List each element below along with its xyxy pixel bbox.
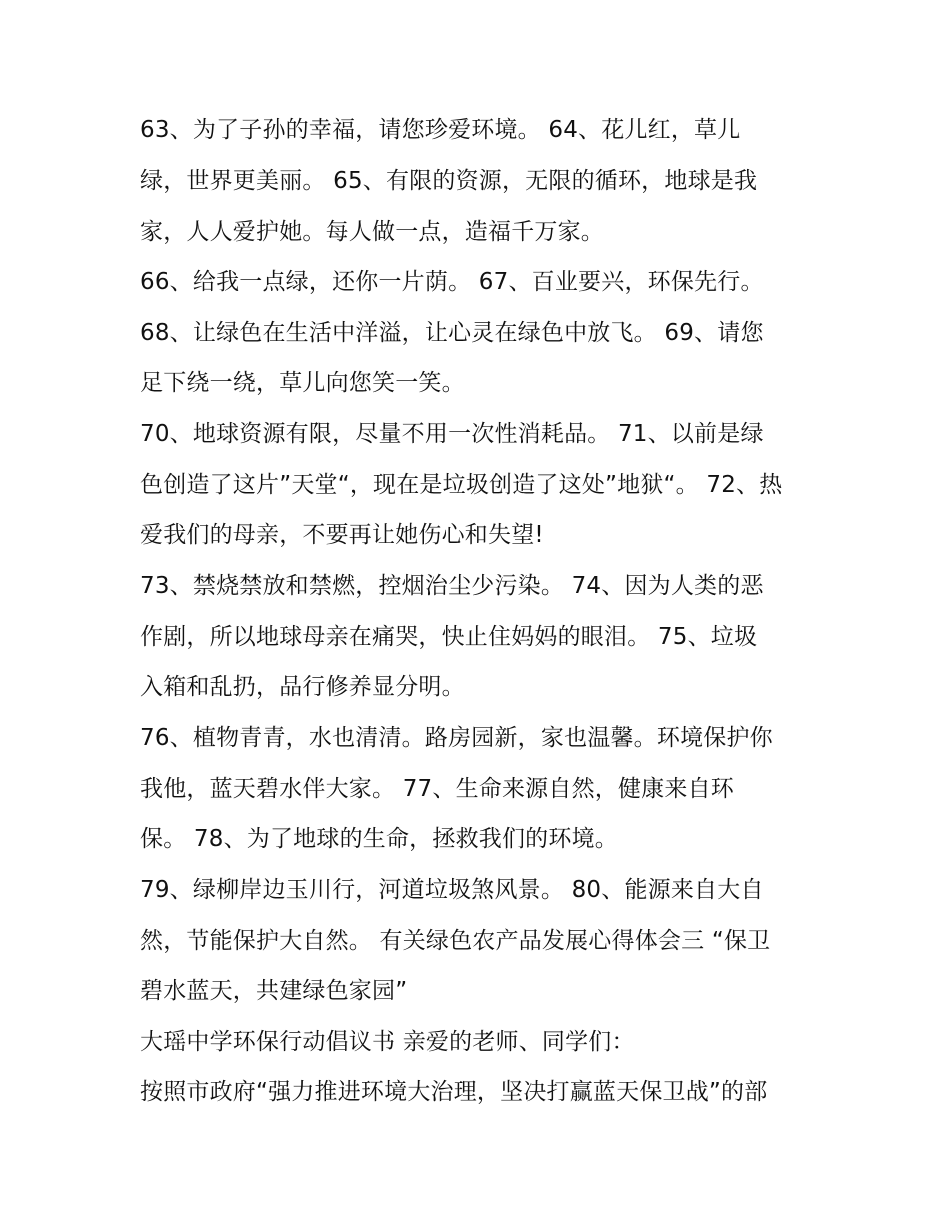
text-line: 爱我们的母亲，不要再让她伤心和失望! [140,522,544,548]
text-line: 保。 78、为了地球的生命，拯救我们的环境。 [140,826,618,852]
text-line: 我他，蓝天碧水伴大家。 77、生命来源自然，健康来自环 [140,776,734,802]
text-line: 大瑶中学环保行动倡议书 亲爱的老师、同学们： [140,1029,635,1055]
text-line: 76、植物青青，水也清清。路房园新，家也温馨。环境保护你 [140,725,773,751]
text-line: 碧水蓝天，共建绿色家园” [140,978,408,1004]
text-line: 色创造了这片”天堂“，现在是垃圾创造了这处”地狱“。 72、热 [140,472,783,498]
text-line: 作剧，所以地球母亲在痛哭，快止住妈妈的眼泪。 75、垃圾 [140,624,758,650]
text-line: 足下绕一绕，草儿向您笑一笑。 [140,370,465,396]
text-line: 66、给我一点绿，还你一片荫。 67、百业要兴，环保先行。 [140,269,764,295]
text-line: 按照市政府“强力推进环境大治理，坚决打赢蓝天保卫战”的部 [140,1079,768,1105]
text-line: 73、禁烧禁放和禁燃，控烟治尘少污染。 74、因为人类的恶 [140,573,764,599]
text-line: 绿，世界更美丽。 65、有限的资源，无限的循环，地球是我 [140,168,758,194]
text-line: 68、让绿色在生活中洋溢，让心灵在绿色中放飞。 69、请您 [140,320,764,346]
text-line: 家，人人爱护她。每人做一点，造福千万家。 [140,219,604,245]
text-line: 然，节能保护大自然。 有关绿色农产品发展心得体会三 “保卫 [140,928,771,954]
text-line: 63、为了子孙的幸福，请您珍爱环境。 64、花儿红，草儿 [140,117,741,143]
text-line: 79、绿柳岸边玉川行，河道垃圾煞风景。 80、能源来自大自 [140,877,764,903]
text-line: 入箱和乱扔，品行修养显分明。 [140,674,465,700]
text-line: 70、地球资源有限，尽量不用一次性消耗品。 71、以前是绿 [140,421,764,447]
